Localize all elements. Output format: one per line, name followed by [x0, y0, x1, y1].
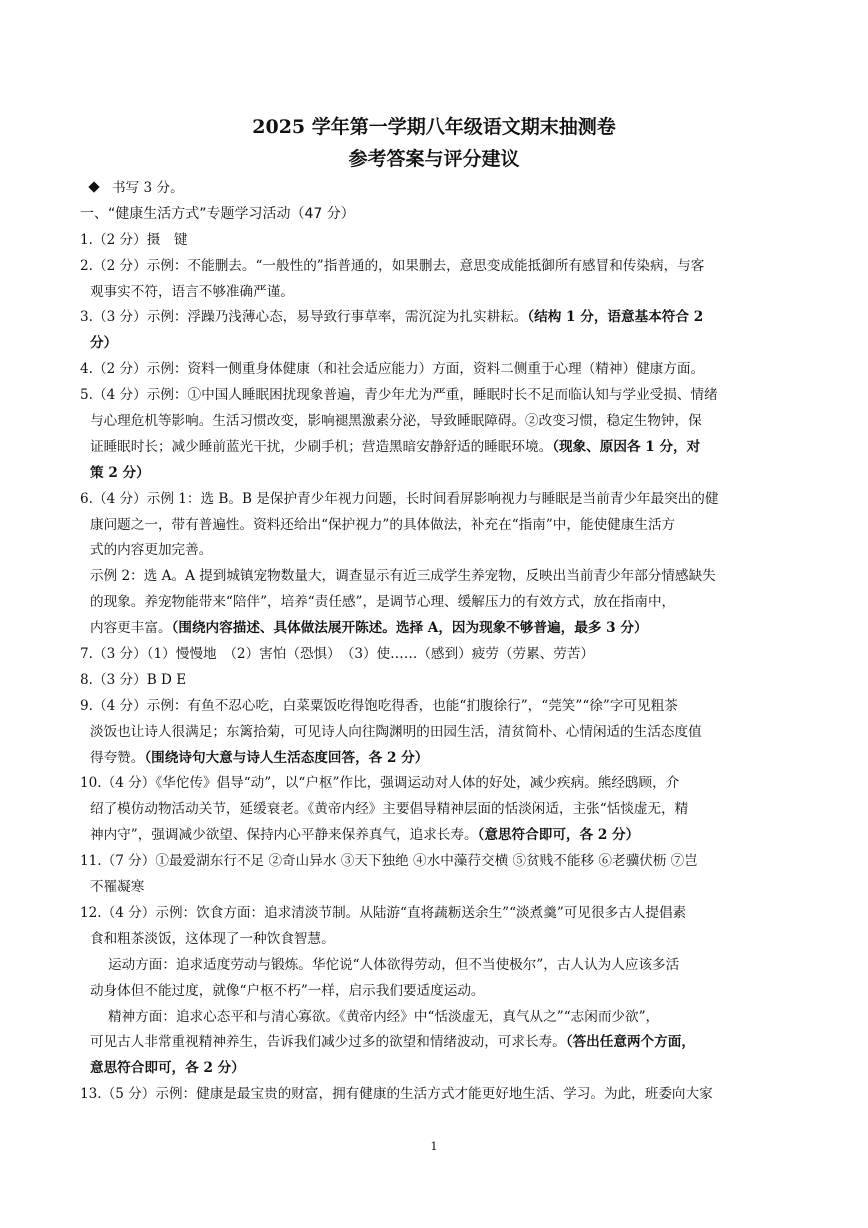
answer-line	[80, 771, 792, 797]
answer-line	[80, 305, 792, 331]
line-text: 式的内容更加完善。	[90, 542, 213, 559]
answer-line	[80, 461, 792, 487]
answer-line	[80, 694, 792, 720]
answer-line	[80, 280, 792, 306]
answer-line	[80, 383, 792, 409]
answer-line	[80, 435, 792, 461]
line-text: 7.（3 分）（1）慢慢地 （2）害怕（恐惧） （3）使……（感到）疲劳（劳累、劳苦）	[80, 646, 595, 663]
line-text: 1.（2 分）摄 键	[80, 231, 188, 248]
line-text: 一、“健康生活方式”专题学习活动（47 分）	[80, 205, 355, 222]
answer-line	[80, 875, 792, 901]
line-text: 内容更丰富。	[90, 620, 172, 637]
line-text: 12.（4 分）示例：饮食方面：追求清淡节制。从陆游“直将蔬粝送余生”“淡煮羹”可见很多古人提倡素	[80, 904, 687, 921]
answer-line	[80, 590, 792, 616]
answer-line	[80, 720, 792, 746]
answer-line	[80, 487, 792, 513]
answer-line	[80, 616, 792, 642]
line-text: 绍了模仿动物活动关节，延缓衰老。《黄帝内经》主要倡导精神层面的恬淡闲适，主张“恬惔虚无，精	[90, 801, 689, 818]
scoring-note: （答出任意两个方面，	[565, 1034, 695, 1051]
line-text: 5.（4 分）示例：①中国人睡眠困扰现象普遍，青少年尤为严重，睡眠时长不足而临认知与学业受损、情绪	[80, 387, 718, 404]
line-text: 13.（5 分）示例：健康是最宝贵的财富，拥有健康的生活方式才能更好地生活、学习。为此，班委向大家	[80, 1086, 713, 1103]
line-text: 动身体但不能过度，就像“户枢不朽”一样，启示我们要适度运动。	[90, 982, 485, 999]
line-text: 精神方面：追求心态平和与清心寡欲。《黄帝内经》中“恬淡虚无，真气从之”“志闲而少欲”，	[108, 1008, 660, 1025]
line-text: 不罹凝寒	[90, 879, 145, 896]
line-text: 的现象。养宠物能带来“陪伴”，培养“责任感”，是调节心理、缓解压力的有效方式，放在指南中，	[90, 594, 676, 611]
answer-line	[80, 746, 792, 772]
answer-line	[80, 849, 792, 875]
answer-line	[80, 979, 792, 1005]
line-text: 示例 2：选 A。A 提到城镇宠物数量大，调查显示有近三成学生养宠物，反映出当前青少年部分情感缺失	[90, 568, 716, 585]
scoring-note: （围绕内容描述、具体做法展开陈述。选择 A，因为现象不够普遍，最多 3 分）	[171, 620, 648, 637]
line-text: 3.（3 分）示例：浮躁乃浅薄心态，易导致行事草率，需沉淀为扎实耕耘。	[80, 309, 528, 326]
answer-line	[80, 797, 792, 823]
line-text: 神内守”，强调减少欲望、保持内心平静来保养真气，追求长寿。	[90, 827, 478, 844]
answer-line	[80, 1005, 792, 1031]
scoring-note: （意思符合即可，各 2 分）	[477, 827, 640, 844]
line-text: 观事实不符，语言不够准确严谨。	[90, 283, 294, 300]
answer-line	[80, 953, 792, 979]
page-number: 1	[430, 1140, 438, 1153]
answer-line	[80, 1056, 792, 1082]
line-text: 4.（2 分）示例：资料一侧重身体健康（和社会适应能力）方面，资料二侧重于心理（精神）健康方面。	[80, 361, 705, 378]
line-text: 康问题之一，带有普遍性。资料还给出“保护视力”的具体做法，补充在“指南”中，能使健康生活方	[90, 516, 676, 533]
line-text: 食和粗茶淡饭，这体现了一种饮食智慧。	[90, 930, 335, 947]
line-text: 与心理危机等影响。生活习惯改变，影响褪黑激素分泌，导致睡眠障碍。②改变习惯，稳定生物钟，保	[90, 413, 702, 430]
answer-line	[80, 668, 792, 694]
line-text: 淡饭也让诗人很满足；东篱拾菊，可见诗人向往陶渊明的田园生活，清贫简朴、心情闲适的生活态度值	[90, 723, 702, 740]
answer-line	[80, 1030, 792, 1056]
answer-body	[80, 176, 792, 1108]
line-text: 11.（7 分）①最爱湖东行不足 ②奇山异水 ③天下独绝 ④水中藻荇交横 ⑤贫贱不能移 ⑥老骥伏枥 ⑦岂	[80, 853, 698, 870]
answer-line	[80, 254, 792, 280]
line-text: 书写 3 分。	[112, 180, 184, 196]
answer-line	[80, 228, 792, 254]
line-text: 运动方面：追求适度劳动与锻炼。华佗说“人体欲得劳动，但不当使极尔”，古人认为人应该多活	[108, 956, 680, 973]
scoring-note: （结构 1 分，语意基本符合 2	[527, 309, 704, 326]
line-text: 10.（4 分）《华佗传》倡导“动”，以“户枢”作比，强调运动对人体的好处，减少疾病。熊经鸱顾，介	[80, 775, 680, 792]
scoring-note: （现象、原因各 1 分，对	[552, 438, 701, 455]
answer-line	[80, 357, 792, 383]
answer-line	[80, 901, 792, 927]
answer-line	[80, 176, 792, 202]
scoring-note: （围绕诗句大意与诗人生活态度回答，各 2 分）	[144, 749, 429, 766]
scoring-note: 策 2 分）	[90, 464, 150, 481]
line-text: 2.（2 分）示例：不能删去。“一般性的”指普通的，如果删去，意思变成能抵御所有感冒和传染病，与客	[80, 257, 705, 274]
answer-line	[80, 331, 792, 357]
answer-line	[80, 1082, 792, 1108]
answer-line	[80, 513, 792, 539]
answer-line	[80, 564, 792, 590]
answer-line	[80, 927, 792, 953]
line-text: 6.（4 分）示例 1：选 B。B 是保护青少年视力问题，长时间看屏影响视力与睡眠是当前青少年最突出的健	[80, 490, 719, 507]
section-heading	[80, 202, 792, 228]
line-text: 可见古人非常重视精神养生，告诉我们减少过多的欲望和情绪波动，可求长寿。	[90, 1034, 566, 1051]
line-text: 证睡眠时长；减少睡前蓝光干扰，少刷手机；营造黑暗安静舒适的睡眠环境。	[90, 438, 553, 455]
answer-line	[80, 409, 792, 435]
line-text: 8.（3 分）B D E	[80, 671, 187, 688]
page-title: 2025 学年第一学期八年级语文期末抽测卷	[252, 116, 616, 138]
line-text: 9.（4 分）示例：有鱼不忍心吃，白菜粟饭吃得饱吃得香，也能“扪腹徐行”，“莞笑”“徐”字可见粗茶	[80, 697, 678, 714]
diamond-bullet-icon	[88, 181, 99, 192]
answer-line	[80, 823, 792, 849]
line-text: 得夸赞。	[90, 749, 145, 766]
answer-line	[80, 538, 792, 564]
scoring-note: 分）	[90, 335, 118, 352]
scoring-note: 意思符合即可，各 2 分）	[90, 1060, 245, 1077]
page-subtitle: 参考答案与评分建议	[348, 148, 520, 170]
answer-line	[80, 642, 792, 668]
